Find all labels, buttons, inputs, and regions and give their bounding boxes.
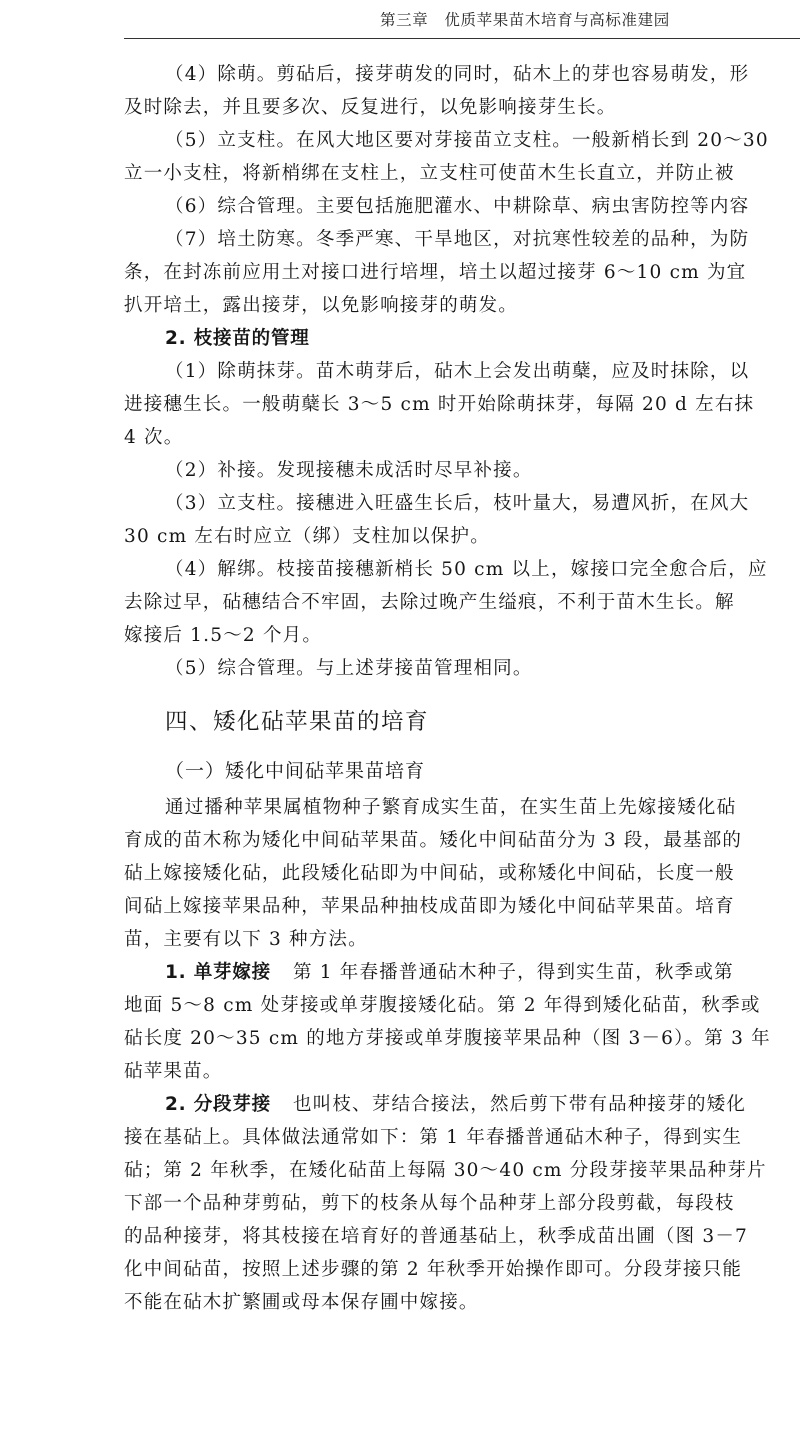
paragraph-sprout-removal xyxy=(124,355,800,454)
text-line: （4）解绑。枝接苗接穗新梢长 50 cm 以上，嫁接口完全愈合后，应 xyxy=(165,559,768,580)
method-heading: 1. 单芽嫁接 xyxy=(165,962,271,983)
text-line: 不能在砧木扩繁圃或母本保存圃中嫁接。 xyxy=(124,1292,479,1313)
page-body xyxy=(124,58,800,1319)
paragraph-soil-mounding xyxy=(124,223,800,322)
text-run: 也叫枝、芽结合接法，然后剪下带有品种接芽的矮化 xyxy=(292,1094,747,1115)
paragraph-single-bud-grafting xyxy=(124,956,800,1088)
text-line: （1）除萌抹芽。苗木萌芽后，砧木上会发出萌蘖，应及时抹除，以 xyxy=(165,361,750,382)
text-line: 扒开培土，露出接芽，以免影响接芽的萌发。 xyxy=(124,295,519,316)
text-line: 苗，主要有以下 3 种方法。 xyxy=(124,929,368,950)
text-line: （4）除萌。剪砧后，接芽萌发的同时，砧木上的芽也容易萌发，形 xyxy=(165,64,750,85)
paragraph-stake-support xyxy=(124,124,800,190)
paragraph-general-management xyxy=(124,190,800,223)
text-line: （5）立支柱。在风大地区要对芽接苗立支柱。一般新梢长到 20～30 xyxy=(165,130,769,151)
text-line: 化中间砧苗，按照上述步骤的第 2 年秋季开始操作即可。分段芽接只能 xyxy=(124,1259,743,1280)
text-line: 嫁接后 1.5～2 个月。 xyxy=(124,625,323,646)
header-rule xyxy=(124,38,800,39)
text-line: 地面 5～8 cm 处芽接或单芽腹接矮化砧。第 2 年得到矮化砧苗，秋季或 xyxy=(124,995,761,1016)
text-line: 去除过早，砧穗结合不牢固，去除过晚产生缢痕，不利于苗木生长。解 xyxy=(124,592,735,613)
text-line: 接在基砧上。具体做法通常如下：第 1 年春播普通砧木种子，得到实生 xyxy=(124,1127,743,1148)
text-line: 通过播种苹果属植物种子繁育成实生苗，在实生苗上先嫁接矮化砧 xyxy=(165,797,737,818)
heading-branch-graft-management: 2. 枝接苗的管理 xyxy=(165,328,310,349)
running-head: 第三章 优质苹果苗木培育与高标准建园 xyxy=(380,11,670,29)
text-line: 30 cm 左右时应立（绑）支柱加以保护。 xyxy=(124,526,490,547)
text-line: 的品种接芽，将其枝接在培育好的普通基砧上，秋季成苗出圃（图 3－7 xyxy=(124,1226,749,1247)
paragraph-branch-general xyxy=(124,652,800,685)
text-line: （6）综合管理。主要包括施肥灌水、中耕除草、病虫害防控等内容 xyxy=(165,196,750,217)
text-line: （3）立支柱。接穗进入旺盛生长后，枝叶量大，易遭风折，在风大 xyxy=(165,493,750,514)
text-line: （7）培土防寒。冬季严寒、干旱地区，对抗寒性较差的品种，为防 xyxy=(165,229,750,250)
text-line: 砧上嫁接矮化砧，此段矮化砧即为中间砧，或称矮化中间砧，长度一般 xyxy=(124,863,735,884)
paragraph-untie xyxy=(124,553,800,652)
text-line: 进接穗生长。一般萌蘖长 3～5 cm 时开始除萌抹芽，每隔 20 d 左右抹 xyxy=(124,394,755,415)
text-line: 及时除去，并且要多次、反复进行，以免影响接芽生长。 xyxy=(124,97,617,118)
text-line: 砧；第 2 年秋季，在矮化砧苗上每隔 30～40 cm 分段芽接苹果品种芽片 xyxy=(124,1160,767,1181)
paragraph-remove-sprouts xyxy=(124,58,800,124)
paragraph-regraft xyxy=(124,454,800,487)
method-heading: 2. 分段芽接 xyxy=(165,1094,271,1115)
text-line: 立一小支柱，将新梢绑在支柱上，立支柱可使苗木生长直立，并防止被 xyxy=(124,163,735,184)
paragraph-branch-stake xyxy=(124,487,800,553)
text-line xyxy=(124,956,800,989)
text-line: 下部一个品种芽剪砧，剪下的枝条从每个品种芽上部分段剪截，每段枝 xyxy=(124,1193,735,1214)
section-heading: 四、矮化砧苹果苗的培育 xyxy=(165,709,430,735)
text-line xyxy=(124,1088,800,1121)
text-line: 育成的苗木称为矮化中间砧苹果苗。矮化中间砧苗分为 3 段，最基部的 xyxy=(124,830,743,851)
text-line: 4 次。 xyxy=(124,427,184,448)
text-run: 第 1 年春播普通砧木种子，得到实生苗，秋季或第 xyxy=(292,962,734,983)
text-line: （5）综合管理。与上述芽接苗管理相同。 xyxy=(165,658,533,679)
text-line: 砧长度 20～35 cm 的地方芽接或单芽腹接苹果品种（图 3－6）。第 3 年 xyxy=(124,1028,771,1049)
subsection-heading: （一）矮化中间砧苹果苗培育 xyxy=(165,760,426,782)
text-line: 间砧上嫁接苹果品种，苹果品种抽枝成苗即为矮化中间砧苹果苗。培育 xyxy=(124,896,735,917)
text-line: （2）补接。发现接穗未成活时尽早补接。 xyxy=(165,460,533,481)
paragraph-intro xyxy=(124,791,800,956)
text-line: 砧苹果苗。 xyxy=(124,1061,223,1082)
paragraph-segment-bud-grafting xyxy=(124,1088,800,1319)
text-line: 条，在封冻前应用土对接口进行培埋，培土以超过接芽 6～10 cm 为宜 xyxy=(124,262,747,283)
